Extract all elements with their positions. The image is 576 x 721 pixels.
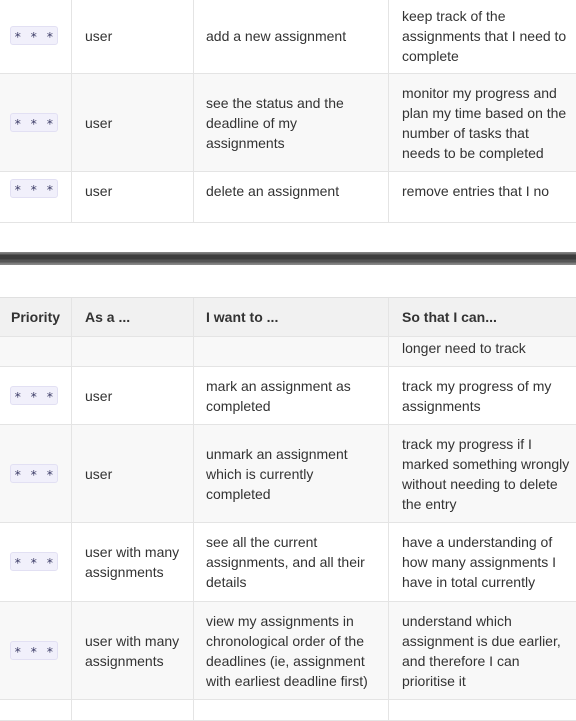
priority-cell (0, 367, 72, 424)
empty-cell (72, 700, 194, 720)
user-stories-table-bottom (0, 297, 576, 721)
want-cell: unmark an assignment which is currently completed (194, 425, 389, 522)
so-that-cell: track my progress of my assignments (402, 377, 552, 414)
want-cell: see the status and the deadline of my assignments (194, 74, 389, 171)
priority-badge: * * * (10, 552, 58, 571)
priority-cell (0, 0, 72, 73)
table-header-row (0, 297, 576, 337)
want-cell: mark an assignment as completed (194, 367, 389, 424)
so-that-cell: longer need to track (402, 340, 526, 356)
want-cell: add a new assignment (194, 0, 389, 73)
so-that-cell: have a understanding of how many assignments I have in total currently (402, 534, 557, 590)
priority-cell (0, 425, 72, 522)
as-a-cell: user (72, 0, 194, 73)
as-a-cell: user with many assignments (72, 602, 194, 699)
priority-badge: * * * (10, 26, 58, 45)
as-a-cell: user (72, 367, 194, 424)
table-row (0, 0, 576, 74)
as-a-cell: user (72, 425, 194, 522)
empty-cell (0, 700, 72, 720)
header-as-a: As a ... (72, 298, 194, 336)
priority-badge: * * * (10, 113, 58, 132)
table-row (0, 602, 576, 700)
want-cell: see all the current assignments, and all their details (194, 523, 389, 601)
priority-badge: * * * (10, 179, 58, 198)
as-a-cell: user (72, 74, 194, 171)
empty-cell (194, 700, 389, 720)
user-stories-table-top (0, 0, 576, 223)
table-row-continued (0, 337, 576, 367)
table-row (0, 425, 576, 523)
priority-badge: * * * (10, 386, 58, 405)
table-row (0, 74, 576, 172)
so-that-cell: track my progress if I marked something wrongly without needing to delete the entry (402, 435, 570, 512)
table-row (0, 523, 576, 602)
priority-badge: * * * (10, 641, 58, 660)
empty-cell (389, 700, 576, 720)
priority-cell (0, 172, 72, 222)
priority-cell (0, 602, 72, 699)
empty-cell (72, 337, 194, 366)
so-that-cell: remove entries that I no (402, 183, 550, 199)
as-a-cell: user with many assignments (72, 523, 194, 601)
table-row (0, 367, 576, 425)
table-row (0, 700, 576, 721)
so-that-cell: monitor my progress and plan my time based on the number of tasks that needs to be completed (402, 84, 567, 161)
empty-cell (0, 337, 72, 366)
empty-cell (194, 337, 389, 366)
header-priority: Priority (0, 298, 72, 336)
header-so-that: So that I can... (402, 309, 497, 325)
as-a-cell: user (72, 172, 194, 222)
priority-badge: * * * (10, 464, 58, 483)
priority-cell (0, 74, 72, 171)
want-cell: view my assignments in chronological order of the deadlines (ie, assignment with earliest deadline first) (194, 602, 389, 699)
table-row (0, 172, 576, 223)
header-want: I want to ... (194, 298, 389, 336)
page-break-divider (0, 252, 576, 265)
so-that-cell: keep track of the assignments that I need to complete (402, 8, 567, 64)
want-cell: delete an assignment (194, 172, 389, 222)
priority-cell (0, 523, 72, 601)
so-that-cell: understand which assignment is due earlier, and therefore I can prioritise it (402, 612, 561, 689)
